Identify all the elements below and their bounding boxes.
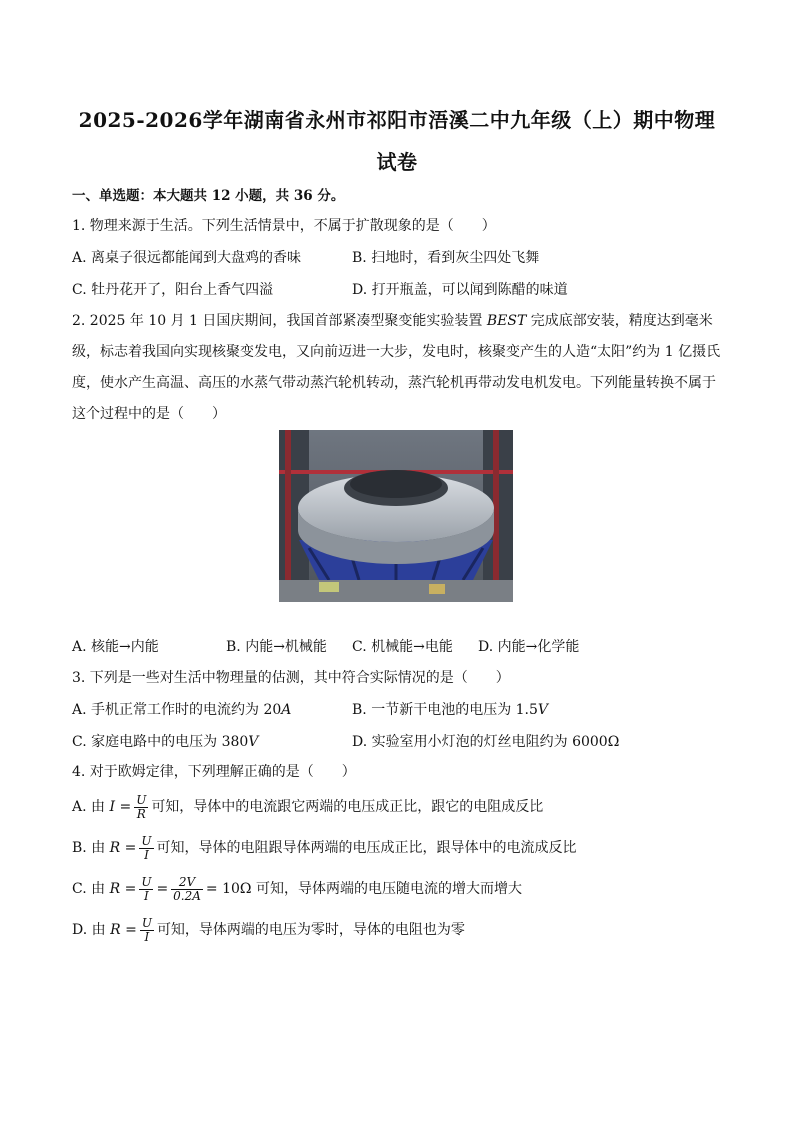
question-3-option-b: B. 一节新干电池的电压为 1.5V [352, 702, 549, 718]
question-1-option-b: B. 扫地时，看到灰尘四处飞舞 [352, 250, 540, 266]
question-2-stem-best: BEST [486, 313, 527, 329]
question-2-stem-part2: 完成底部安装，精度达到毫米级，标志着我国向实现核聚变发电，又向前迈进一大步，发电时，核聚变产生的人造“太阳”约为 1 亿摄氏度，使水产生高温、高压的水蒸气带动蒸汽轮机转动，蒸汽轮机再带动发电机发电。下列能量转换不属于这个过程中的是（ ） [72, 313, 721, 422]
question-4-option-a: A. 由 I = $\frac{U}{R}$ 可知，导体中的电流跟它两端的电压成正比，跟它的电阻成反比 [72, 792, 544, 821]
question-3-option-c: C. 家庭电路中的电压为 380V [72, 734, 259, 750]
question-4-option-d: D. 由 R = $\frac{U}{I}$ 可知，导体两端的电压为零时，导体的电阻也为零 [72, 915, 465, 944]
question-2-option-b: B. 内能→机械能 [226, 639, 327, 655]
question-4-stem: 4. 对于欧姆定律，下列理解正确的是（ ） [72, 764, 356, 780]
section-heading: 一、单选题：本大题共 12 小题，共 36 分。 [72, 188, 345, 204]
question-1-stem: 1. 物理来源于生活。下列生活情景中，不属于扩散现象的是（ ） [72, 218, 496, 234]
exam-title-line2: 试卷 [376, 150, 418, 174]
exam-title-line1: 2025-2026学年湖南省永州市祁阳市浯溪二中九年级（上）期中物理 [78, 108, 716, 132]
question-1-option-a: A. 离桌子很远都能闻到大盘鸡的香味 [72, 250, 302, 266]
question-4-option-c: C. 由 R = $\frac{U}{I}$ = $\frac{2V}{0.2A}$ = 10Ω 可知，导体两端的电压随电流的增大而增大 [72, 874, 522, 903]
question-1-option-c: C. 牡丹花开了，阳台上香气四溢 [72, 282, 274, 298]
fusion-device-photo [279, 430, 513, 602]
question-2-option-d: D. 内能→化学能 [478, 639, 580, 655]
question-3-option-a: A. 手机正常工作时的电流约为 20A [72, 702, 292, 718]
question-1-option-d: D. 打开瓶盖，可以闻到陈醋的味道 [352, 282, 568, 298]
question-3-stem: 3. 下列是一些对生活中物理量的估测，其中符合实际情况的是（ ） [72, 670, 510, 686]
question-2-option-a: A. 核能→内能 [72, 639, 159, 655]
question-2-option-c: C. 机械能→电能 [352, 639, 453, 655]
question-3-option-d: D. 实验室用小灯泡的灯丝电阻约为 6000Ω [352, 734, 620, 750]
question-2-stem [72, 306, 724, 430]
question-4-option-b: B. 由 R = $\frac{U}{I}$ 可知，导体的电阻跟导体两端的电压成正比，跟导体中的电流成反比 [72, 833, 577, 862]
question-2-stem-part1: 2. 2025 年 10 月 1 日国庆期间，我国首部紧凑型聚变能实验装置 [72, 313, 487, 329]
